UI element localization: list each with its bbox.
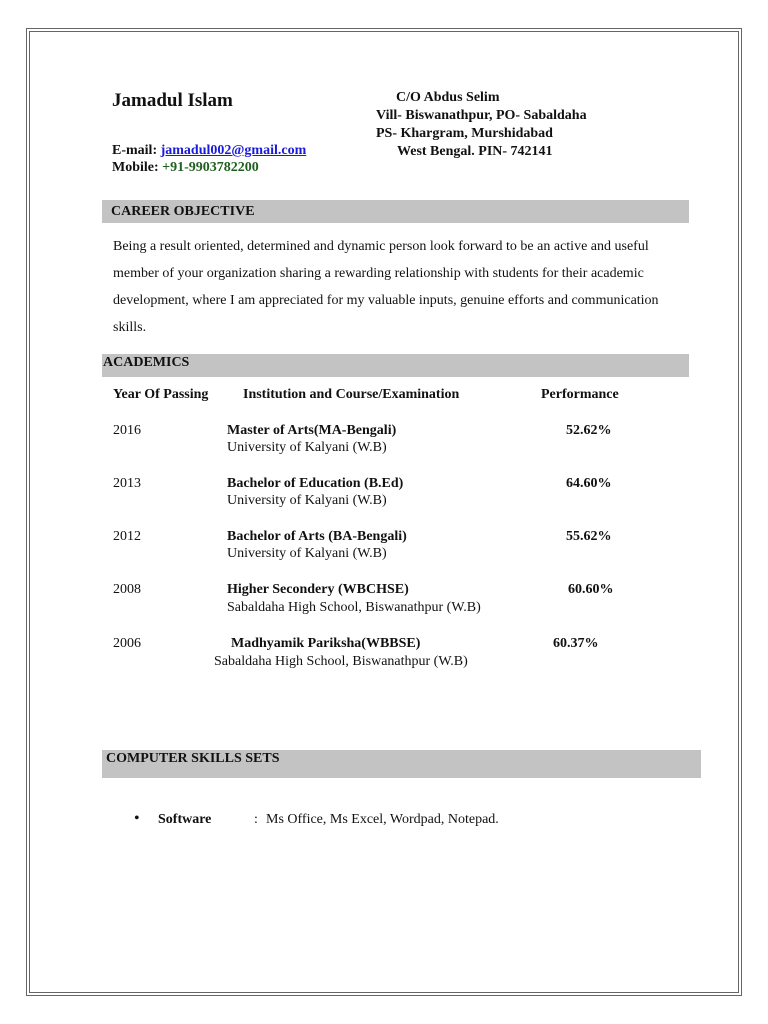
academics-bar: [102, 354, 689, 377]
software-label: Software: [158, 812, 212, 827]
career-objective-title: CAREER OBJECTIVE: [111, 204, 255, 219]
row-year: 2012: [113, 529, 141, 544]
career-objective-text: Being a result oriented, determined and dynamic person look forward to be an active and useful member of your organization sharing a rewarding relationship with students for their academic development, where I am appreciated for my valuable inputs, genuine efforts and communication skills.: [113, 239, 659, 335]
address-line-4: West Bengal. PIN- 742141: [397, 144, 553, 159]
row-institution: Sabaldaha High School, Biswanathpur (W.B): [214, 654, 468, 669]
row-degree: Bachelor of Education (B.Ed): [227, 476, 404, 491]
mobile-label: Mobile:: [112, 160, 163, 175]
row-degree: Madhyamik Pariksha(WBBSE): [231, 636, 421, 651]
header-year-of-passing: Year Of Passing: [113, 387, 209, 402]
address-line-2: Vill- Biswanathpur, PO- Sabaldaha: [376, 108, 587, 123]
email-line: [112, 143, 306, 159]
row-institution: University of Kalyani (W.B): [227, 440, 387, 455]
header-institution: Institution and Course/Examination: [243, 387, 460, 402]
row-performance: 52.62%: [566, 423, 612, 438]
row-year: 2013: [113, 476, 141, 491]
row-institution: Sabaldaha High School, Biswanathpur (W.B): [227, 600, 481, 615]
row-degree: Bachelor of Arts (BA-Bengali): [227, 529, 407, 544]
row-performance: 55.62%: [566, 529, 612, 544]
row-degree: Master of Arts(MA-Bengali): [227, 423, 397, 438]
row-institution: University of Kalyani (W.B): [227, 493, 387, 508]
row-degree: Higher Secondery (WBCHSE): [227, 582, 409, 597]
address-line-1: C/O Abdus Selim: [396, 90, 500, 105]
academics-title: ACADEMICS: [103, 355, 190, 370]
email-link[interactable]: jamadul002@gmail.com: [160, 143, 307, 158]
software-value: Ms Office, Ms Excel, Wordpad, Notepad.: [266, 812, 499, 827]
software-separator: :: [254, 812, 258, 827]
row-year: 2016: [113, 423, 141, 438]
bullet-icon: •: [134, 810, 140, 827]
computer-skills-title: COMPUTER SKILLS SETS: [106, 751, 280, 766]
row-year: 2006: [113, 636, 141, 651]
row-performance: 60.37%: [553, 636, 599, 651]
mobile-line: [112, 160, 259, 176]
candidate-name: Jamadul Islam: [112, 90, 233, 111]
email-label: E-mail:: [112, 143, 161, 158]
address-line-3: PS- Khargram, Murshidabad: [376, 126, 553, 141]
row-year: 2008: [113, 582, 141, 597]
header-performance: Performance: [541, 387, 619, 402]
row-performance: 64.60%: [566, 476, 612, 491]
row-institution: University of Kalyani (W.B): [227, 546, 387, 561]
row-performance: 60.60%: [568, 582, 614, 597]
mobile-number: +91-9903782200: [162, 160, 259, 175]
